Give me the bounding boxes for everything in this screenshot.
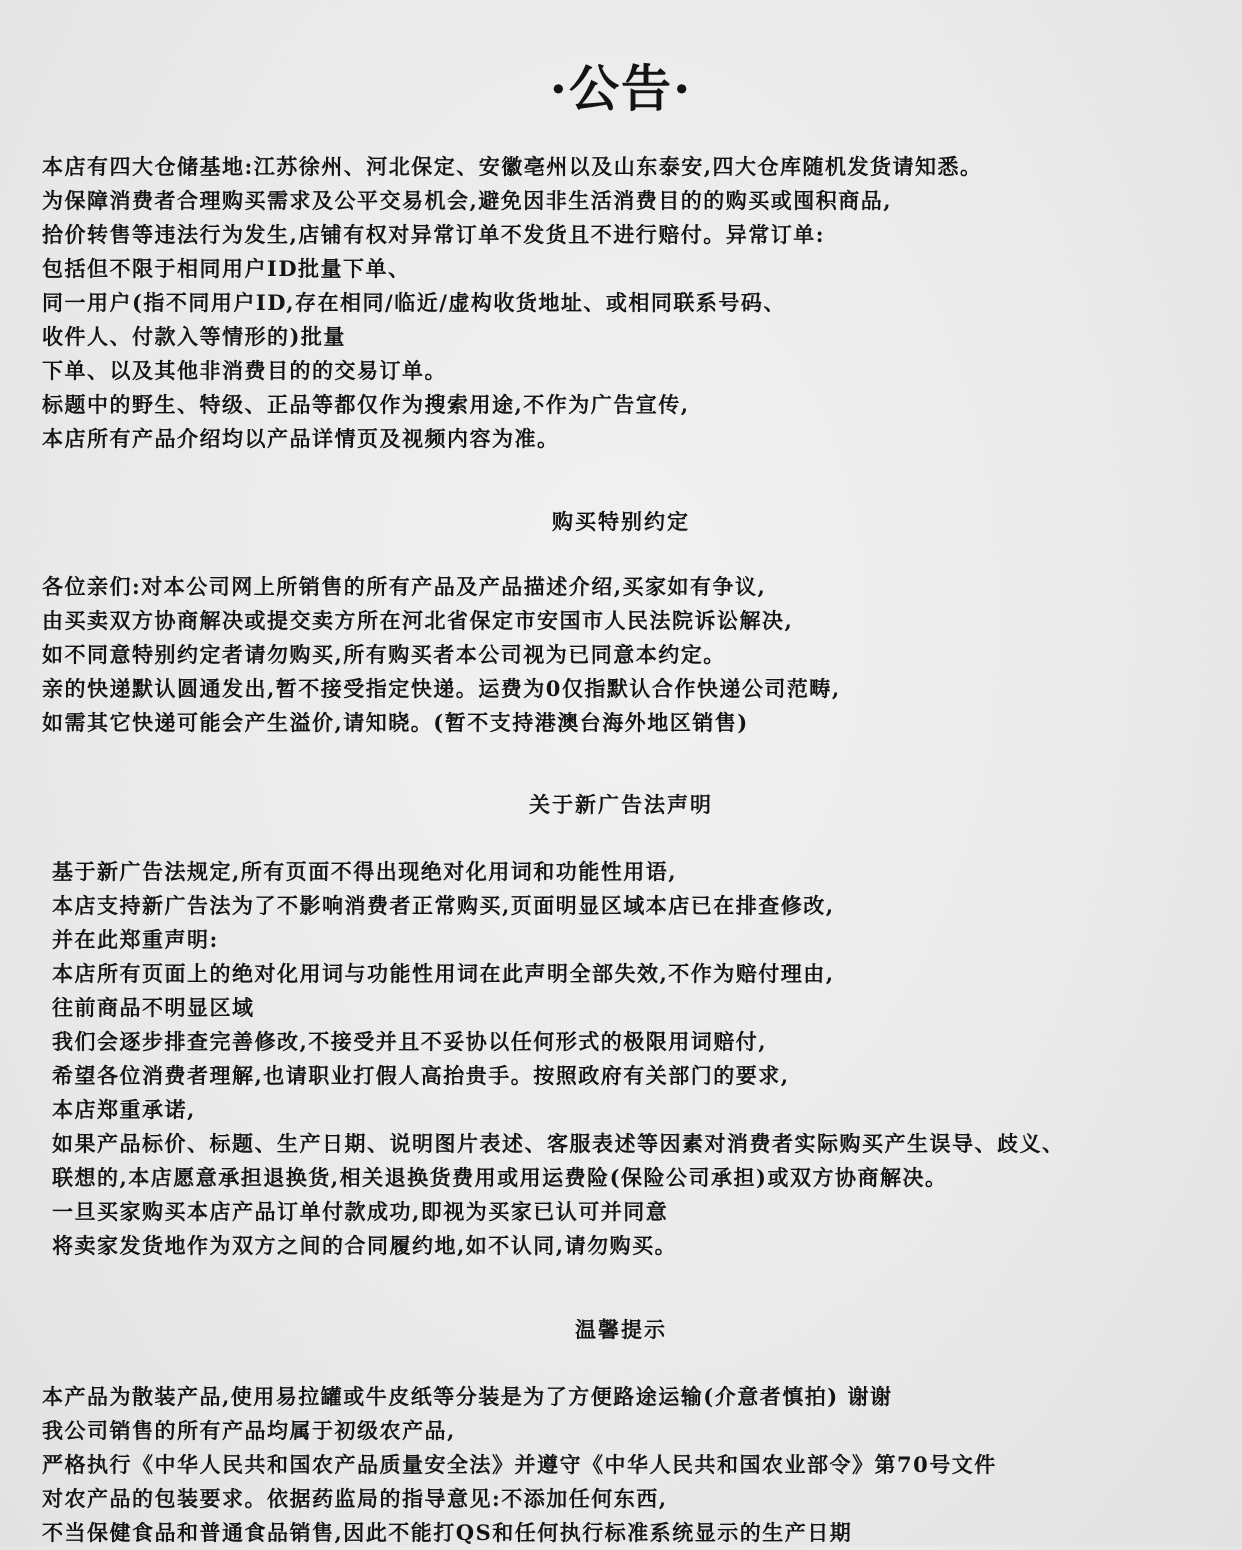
ad-law-line: 本店支持新广告法为了不影响消费者正常购买,页面明显区域本店已在排查修改, xyxy=(52,893,835,918)
purchase-line: 各位亲们:对本公司网上所销售的所有产品及产品描述介绍,买家如有争议, xyxy=(42,574,767,599)
tips-heading: 温馨提示 xyxy=(575,1317,667,1342)
purchase-line: 由买卖双方协商解决或提交卖方所在河北省保定市安国市人民法院诉讼解决, xyxy=(42,608,794,633)
ad-law-line: 如果产品标价、标题、生产日期、说明图片表述、客服表述等因素对消费者实际购买产生误导、歧义、 xyxy=(52,1131,1065,1156)
ad-law-line: 本店郑重承诺, xyxy=(52,1097,196,1122)
ad-law-line: 希望各位消费者理解,也请职业打假人高抬贵手。按照政府有关部门的要求, xyxy=(52,1063,790,1088)
ad-law-line: 往前商品不明显区域 xyxy=(52,995,255,1020)
ad-law-section xyxy=(52,855,1065,1263)
ad-law-line: 本店所有页面上的绝对化用词与功能性用词在此声明全部失效,不作为赔付理由, xyxy=(52,961,835,986)
purchase-line: 如不同意特别约定者请勿购买,所有购买者本公司视为已同意本约定。 xyxy=(42,642,726,667)
purchase-agreement-section xyxy=(42,570,841,740)
notice-line: 拾价转售等违法行为发生,店铺有权对异常订单不发货且不进行赔付。异常订单: xyxy=(42,222,826,247)
tips-section xyxy=(42,1380,997,1550)
ad-law-line: 将卖家发货地作为双方之间的合同履约地,如不认同,请勿购买。 xyxy=(52,1233,678,1258)
notice-line: 为保障消费者合理购买需求及公平交易机会,避免因非生活消费目的的购买或囤积商品, xyxy=(42,188,893,213)
ad-law-line: 并在此郑重声明: xyxy=(52,927,219,952)
notice-line: 包括但不限于相同用户ID批量下单、 xyxy=(42,256,411,281)
notice-line: 本店有四大仓储基地:江苏徐州、河北保定、安徽亳州以及山东泰安,四大仓库随机发货请知悉。 xyxy=(42,154,983,179)
notice-line: 同一用户(指不同用户ID,存在相同/临近/虚构收货地址、或相同联系号码、 xyxy=(42,290,786,315)
notice-line: 下单、以及其他非消费目的的交易订单。 xyxy=(42,358,447,383)
tips-line: 本产品为散装产品,使用易拉罐或牛皮纸等分装是为了方便路途运输(介意者慎拍) 谢谢 xyxy=(42,1384,893,1409)
tips-line: 不当保健食品和普通食品销售,因此不能打QS和任何执行标准系统显示的生产日期 xyxy=(42,1520,853,1545)
ad-law-line: 基于新广告法规定,所有页面不得出现绝对化用词和功能性用语, xyxy=(52,859,678,884)
tips-line: 对农产品的包装要求。依据药监局的指导意见:不添加任何东西, xyxy=(42,1486,668,1511)
tips-line: 我公司销售的所有产品均属于初级农产品, xyxy=(42,1418,456,1443)
ad-law-line: 我们会逐步排查完善修改,不接受并且不妥协以任何形式的极限用词赔付, xyxy=(52,1029,768,1054)
purchase-line: 亲的快递默认圆通发出,暂不接受指定快递。运费为0仅指默认合作快递公司范畴, xyxy=(42,676,841,701)
notice-line: 本店所有产品介绍均以产品详情页及视频内容为准。 xyxy=(42,426,560,451)
ad-law-heading: 关于新广告法声明 xyxy=(529,792,713,817)
page-title: ·公告· xyxy=(549,59,693,118)
tips-line: 严格执行《中华人民共和国农产品质量安全法》并遵守《中华人民共和国农业部令》第70号文件 xyxy=(42,1452,997,1477)
purchase-line: 如需其它快递可能会产生溢价,请知晓。(暂不支持港澳台海外地区销售) xyxy=(42,710,749,735)
purchase-agreement-heading: 购买特别约定 xyxy=(552,509,690,534)
notice-section xyxy=(42,150,983,456)
ad-law-line: 联想的,本店愿意承担退换货,相关退换货费用或用运费险(保险公司承担)或双方协商解决。 xyxy=(52,1165,948,1190)
ad-law-line: 一旦买家购买本店产品订单付款成功,即视为买家已认可并同意 xyxy=(52,1199,669,1224)
notice-line: 收件人、付款入等情形的)批量 xyxy=(42,324,346,349)
notice-line: 标题中的野生、特级、正品等都仅作为搜索用途,不作为广告宣传, xyxy=(42,392,690,417)
